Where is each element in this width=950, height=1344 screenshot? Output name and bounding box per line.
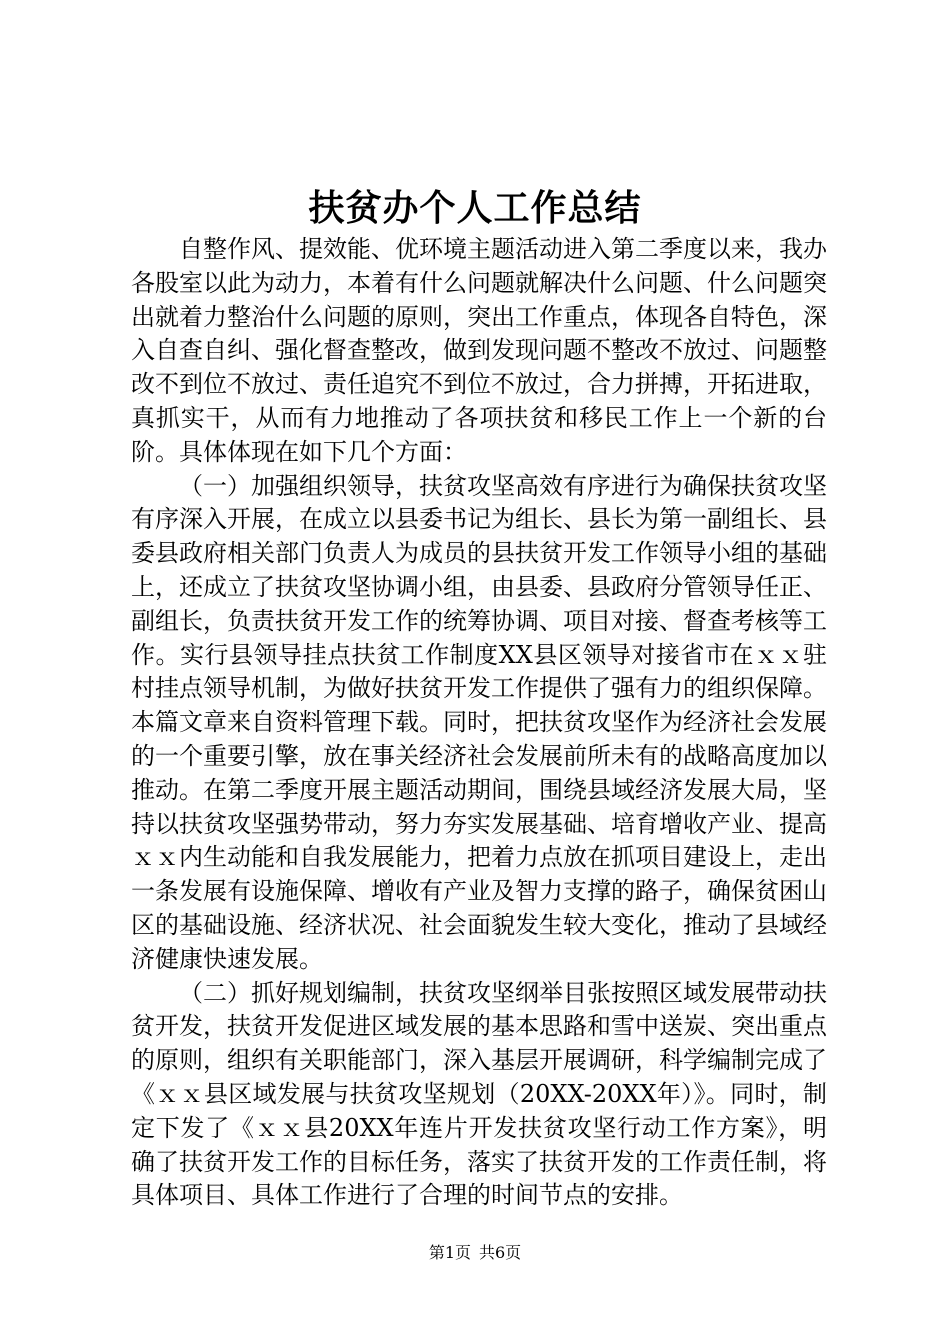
- paragraph-section-1: （一）加强组织领导，扶贫攻坚高效有序进行为确保扶贫攻坚有序深入开展，在成立以县委书记为组长、县长为第一副组长、县委县政府相关部门负责人为成员的县扶贫开发工作领导小组的基础上，还成立了扶贫攻坚协调小组，由县委、县政府分管领导任正、副组长，负责扶贫开发工作的统筹协调、项目对接、督查考核等工作。实行县领导挂点扶贫工作制度XX县区领导对接省市在ｘｘ驻村挂点领导机制，为做好扶贫开发工作提供了强有力的组织保障。本篇文章来自资料管理下载。同时，把扶贫攻坚作为经济社会发展的一个重要引擎，放在事关经济社会发展前所未有的战略高度加以推动。在第二季度开展主题活动期间，围绕县域经济发展大局，坚持以扶贫攻坚强势带动，努力夯实发展基础、培育增收产业、提高ｘｘ内生动能和自我发展能力，把着力点放在抓项目建设上，走出一条发展有设施保障、增收有产业及智力支撑的路子，确保贫困山区的基础设施、经济状况、社会面貌发生较大变化，推动了县域经济健康快速发展。: [131, 471, 827, 973]
- page-number: 第1页: [428, 1243, 471, 1262]
- page-total: 共6页: [479, 1243, 522, 1262]
- document-title: 扶贫办个人工作总结: [308, 187, 642, 229]
- paragraph-intro: 自整作风、提效能、优环境主题活动进入第二季度以来，我办各股室以此为动力，本着有什么问题就解决什么问题、什么问题突出就着力整治什么问题的原则，突出工作重点，体现各自特色，深入自查自纠、强化督查整改，做到发现问题不整改不放过、问题整改不到位不放过、责任追究不到位不放过，合力拼搏，开拓进取，真抓实干，从而有力地推动了各项扶贫和移民工作上一个新的台阶。具体体现在如下几个方面：: [131, 235, 827, 466]
- document-body: [131, 233, 827, 1213]
- paragraph-section-2: （二）抓好规划编制，扶贫攻坚纲举目张按照区域发展带动扶贫开发，扶贫开发促进区域发展的基本思路和雪中送炭、突出重点的原则，组织有关职能部门，深入基层开展调研，科学编制完成了《ｘｘ县区域发展与扶贫攻坚规划（20XX-20XX年）》。同时，制定下发了《ｘｘ县20XX年连片开发扶贫攻坚行动工作方案》，明确了扶贫开发工作的目标任务，落实了扶贫开发的工作责任制，将具体项目、具体工作进行了合理的时间节点的安排。: [131, 978, 827, 1210]
- page-footer: [0, 1242, 950, 1264]
